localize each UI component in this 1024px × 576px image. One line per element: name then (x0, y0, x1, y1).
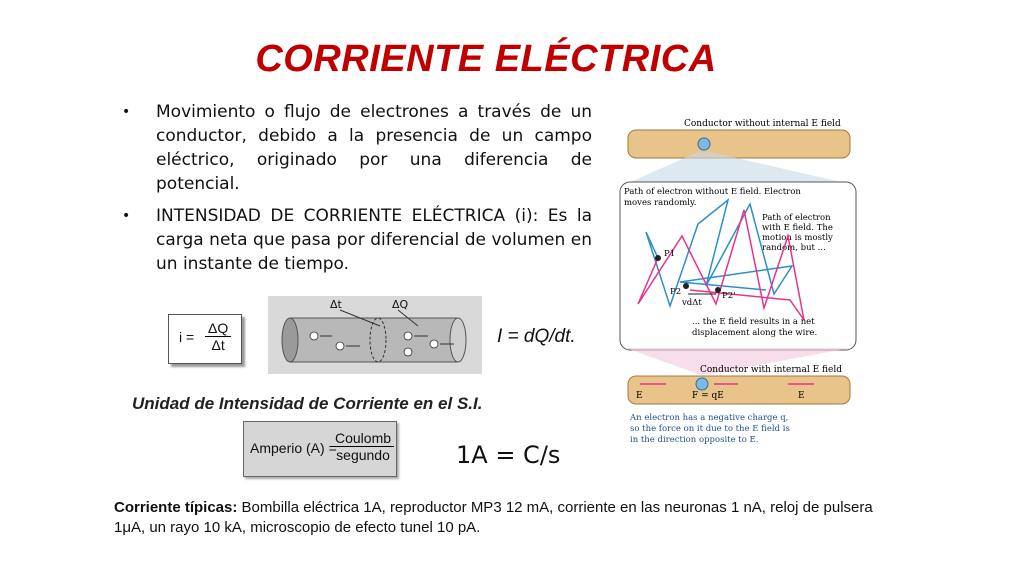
formula-fraction (205, 320, 231, 353)
caption-1: An electron has a negative charge q, (630, 413, 789, 423)
right-note-2: with E field. The (762, 223, 833, 233)
electron-drift-diagram (618, 108, 862, 454)
bullet-dot: • (122, 104, 131, 120)
typical-currents-label: Corriente típicas: (114, 499, 238, 516)
point-p2-prime (715, 287, 721, 293)
typical-currents-list: Bombilla eléctrica 1A, reproductor MP3 12 mA, corriente en las neuronas 1 nA, reloj de pulsera 1μA, un rayo 10 kA, microscopio de efecto tunel 10 pA. (114, 499, 873, 536)
delta-q-label: ΔQ (392, 298, 409, 311)
net-note-2: displacement along the wire. (692, 328, 818, 338)
p1-label: P1 (664, 249, 676, 259)
point-p2 (683, 283, 689, 289)
ampere-definition-box (243, 421, 397, 477)
point-p1 (655, 255, 661, 261)
bottom-wire-label: Conductor with internal E field (700, 365, 842, 375)
top-wire (628, 130, 850, 158)
ampere-denominator: segundo (336, 447, 390, 463)
formula-lhs: i = (179, 329, 195, 345)
si-unit-heading: Unidad de Intensidad de Corriente en el S.I. (132, 394, 483, 413)
typical-currents-text (114, 498, 874, 538)
conductor-illustration (268, 296, 482, 374)
p2-prime-label: P2' (722, 291, 736, 301)
vd-dt-label: vdΔt (682, 298, 702, 308)
bottom-electron (696, 378, 708, 390)
bullet-item (122, 100, 592, 196)
e-right-label: E (798, 391, 805, 401)
top-electron (698, 138, 710, 150)
conductor-photo (268, 296, 482, 374)
current-formula-box (168, 314, 242, 364)
left-note-1: Path of electron without E field. Electron (624, 187, 801, 197)
right-note-3: motion is mostly (762, 233, 833, 243)
right-note-4: random, but ... (762, 243, 826, 253)
top-wire-label: Conductor without internal E field (684, 119, 841, 129)
formula-denominator: Δt (211, 337, 225, 353)
ampere-fraction (332, 430, 394, 463)
ampere-lhs: Amperio (A) = (250, 440, 337, 456)
bottom-wire (628, 376, 850, 404)
bullet-list (122, 100, 592, 284)
left-note-2: moves randomly. (624, 198, 697, 208)
bullet-item (122, 204, 592, 276)
p2-label: P2 (670, 287, 682, 297)
caption-3: in the direction opposite to E. (630, 435, 759, 445)
bullet-dot: • (122, 208, 131, 224)
bullet-text: INTENSIDAD DE CORRIENTE ELÉCTRICA (i): Es la carga neta que pasa por diferencial de volumen en un instante de tiempo. (156, 206, 592, 274)
caption-2: so the force on it due to the E field is (630, 424, 790, 434)
e-left-label: E (636, 391, 643, 401)
slide-title: CORRIENTE ELÉCTRICA (255, 38, 717, 80)
force-label: F = qE (692, 391, 724, 401)
bullet-text: Movimiento o flujo de electrones a través de un conductor, debido a la presencia de un campo eléctrico, originado por una diferencia de potencial. (156, 102, 592, 194)
net-note-1: ... the E field results in a net (692, 317, 815, 327)
delta-t-label: Δt (330, 298, 342, 311)
ampere-equation: 1A = C/s (456, 441, 561, 469)
formula-numerator: ΔQ (205, 320, 231, 337)
current-derivative-equation: I = dQ/dt. (497, 326, 576, 347)
right-note-1: Path of electron (762, 213, 831, 223)
ampere-numerator: Coulomb (332, 430, 394, 447)
